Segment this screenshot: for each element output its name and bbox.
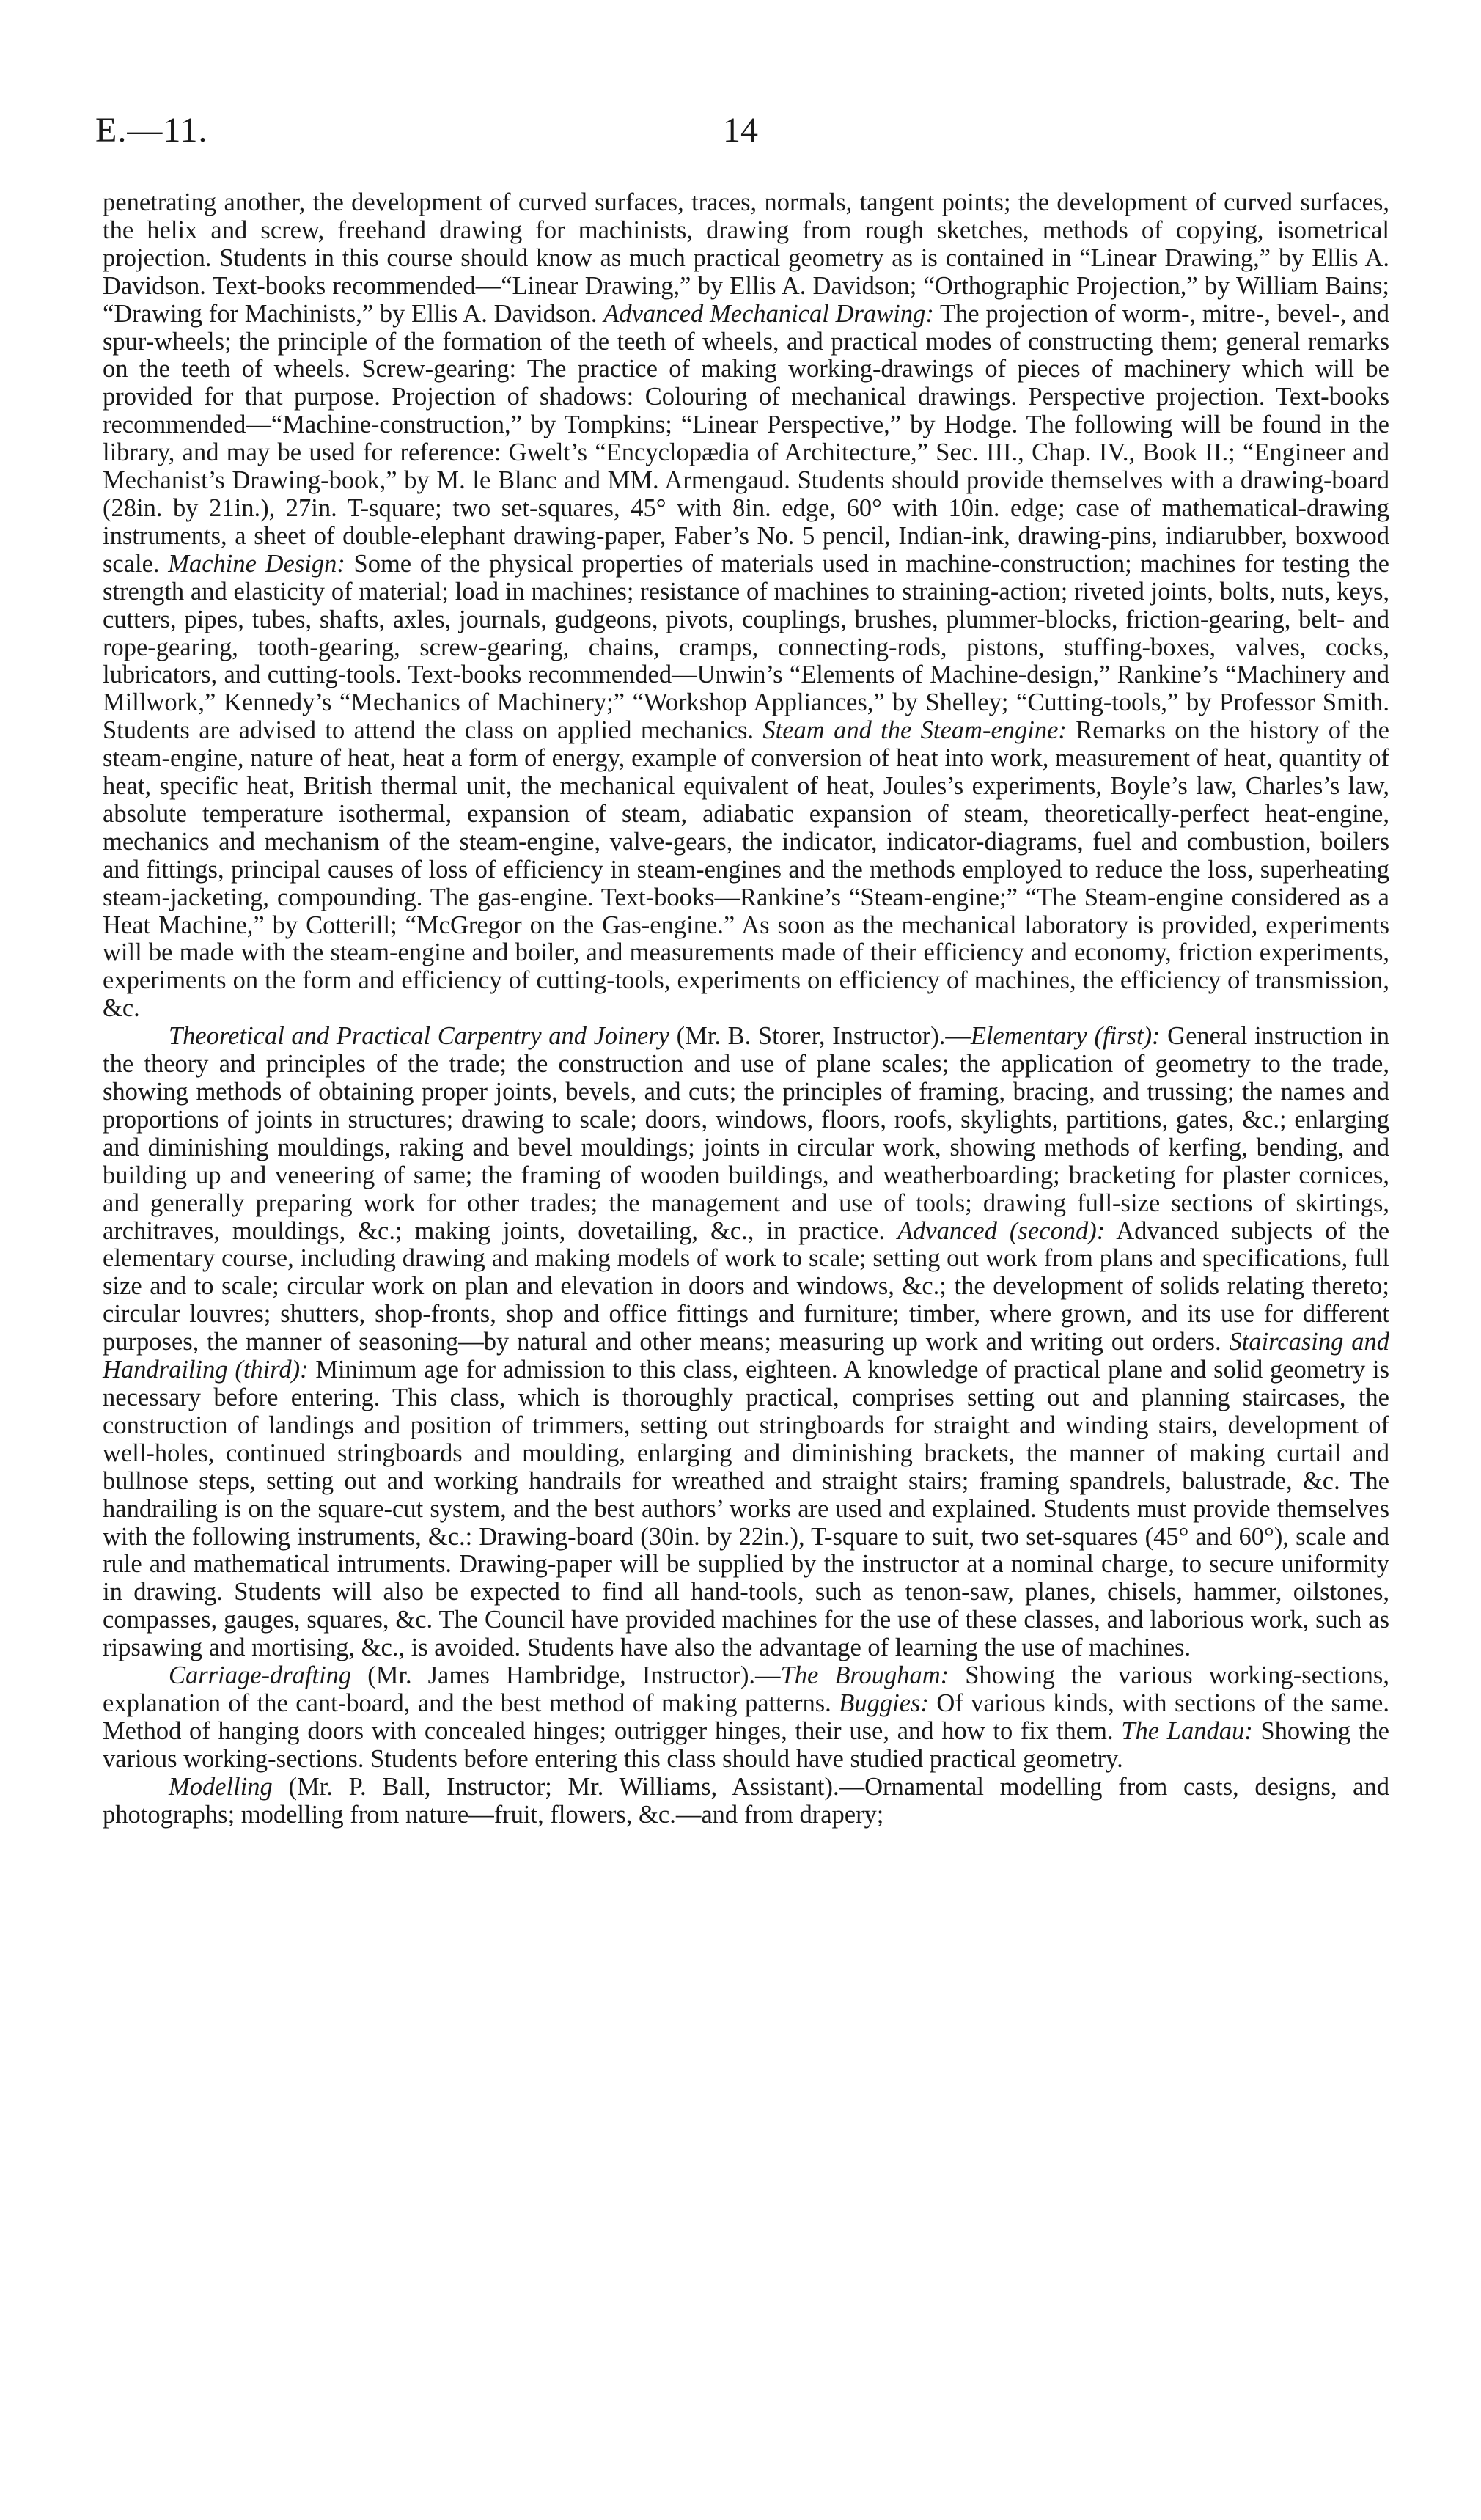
paragraph-modelling [103, 1774, 1389, 1829]
text-run: (Mr. B. Storer, Instructor).— [669, 1022, 971, 1051]
text-run: Showing the various working-sections, explanation of the cant-board, and the best method of making patterns. [103, 1661, 1389, 1717]
text-run: Some of the physical properties of materials used in machine-construction; machines for testing the strength and elasticity of material; load in machines; resistance of machines to straining-action; riveted joints, bolts, nuts, keys, cutters, pipes, tubes, shafts, axles, journals, gudgeons, pivots, couplings, brushes, plummer-blocks, friction-gearing, belt- and rope-gearing, tooth-gearing, screw-gearing, chains, cramps, connecting-rods, pistons, stuffing-boxes, valves, cocks, lubricators, and cutting-tools. Text-books recommended—Unwin’s “Elements of Machine-design,” Rankine’s “Machinery and Millwork,” Kennedy’s “Mechanics of Machinery;” “Workshop Appliances,” by Shelley; “Cutting-tools,” by Professor Smith. Students are advised to attend the class on applied mechanics. [103, 549, 1389, 745]
section-heading-staircasing: Staircasing and Handrailing (third): [103, 1328, 1390, 1384]
text-run: Remarks on the history of the steam-engine, nature of heat, heat a form of energy, example of conversion of heat into work, measurement of heat, quantity of heat, specific heat, British thermal unit, the mechanical equivalent of heat, Joules’s experiments, Boyle’s law, Charles’s law, absolute temperature isothermal, expansion of steam, adiabatic expansion of steam, theoretically-perfect heat-engine, mechanics and mechanism of the steam-engine, valve-gears, the indicator, indicator-diagrams, fuel and combustion, boilers and fittings, principal causes of loss of efficiency in steam-engines and the methods employed to reduce the loss, superheating steam-jacketing, compounding. The gas-engine. Text-books—Rankine’s “Steam-engine;” “The Steam-engine considered as a Heat Machine,” by Cotterill; “McGregor on the Gas-engine.” As soon as the mechanical laboratory is provided, experiments will be made with the steam-engine and boiler, and measurements made of their efficiency and economy, friction experiments, experiments on the form and efficiency of cutting-tools, experiments on efficiency of machines, the efficiency of transmission, &c. [103, 716, 1389, 1023]
page-header [95, 110, 1386, 161]
text-run: General instruction in the theory and principles of the trade; the construction and use of plane scales; the application of geometry to the trade, showing methods of obtaining proper joints, bevels, and cuts; the principles of framing, bracing, and trussing; the names and proportions of joints in structures; drawing to scale; doors, windows, floors, roofs, skylights, partitions, gates, &c.; enlarging and diminishing mouldings, raking and bevel mouldings; joints in circular work, showing methods of kerfing, bending, and building up and veneering of same; the framing of wooden buildings, and weatherboarding; bracketing for plaster cornices, and generally preparing work for other trades; the management and use of tools; drawing full-size sections of skirtings, architraves, mouldings, &c.; making joints, dovetailing, &c., in practice. [103, 1022, 1389, 1245]
section-heading-buggies: Buggies: [839, 1689, 929, 1717]
paragraph-carpentry-joinery [103, 1023, 1389, 1662]
report-reference: E.—11. [95, 111, 208, 150]
section-heading-brougham: The Brougham: [780, 1661, 949, 1690]
section-heading-carriage-drafting: Carriage-drafting [169, 1661, 352, 1690]
text-run: Of various kinds, with sections of the same. Method of hanging doors with concealed hinges; outrigger hinges, their use, and how to fix them. [103, 1689, 1389, 1745]
text-run: Advanced subjects of the elementary course, including drawing and making models of work to scale; setting out work from plans and specifications, full size and to scale; circular work on plan and elevation in doors and windows, &c.; the development of solids relating thereto; circular louvres; shutters, shop-fronts, shop and office fittings and furniture; timber, where grown, and its use for different purposes, the manner of seasoning—by natural and other means; measuring up work and writing out orders. [103, 1216, 1390, 1356]
section-heading-modelling: Modelling [169, 1772, 273, 1801]
section-heading-elementary: Elementary (first): [970, 1022, 1161, 1051]
text-run: (Mr. P. Ball, Instructor; Mr. Williams, Assistant).—Ornamental modelling from casts, designs, and photographs; modelling from nature—fruit, flowers, &c.—and from drapery; [103, 1772, 1389, 1829]
text-run: Showing the various working-sections. Students before entering this class should have studied practical geometry. [103, 1716, 1389, 1773]
section-heading-steam-engine: Steam and the Steam-engine: [762, 716, 1067, 745]
section-heading-machine-design: Machine Design: [168, 549, 345, 578]
text-run: Minimum age for admission to this class, eighteen. A knowledge of practical plane and solid geometry is necessary before entering. This class, which is thoroughly practical, comprises setting out and planning staircases, the construction of landings and position of trimmers, setting out stringboards for straight and winding stairs, development of well-holes, continued stringboards and moulding, enlarging and diminishing brackets, the manner of making curtail and bullnose steps, setting out and working handrails for wreathed and straight stairs; framing spandrels, balustrade, &c. The handrailing is on the square-cut system, and the best authors’ works are used and explained. Students must provide themselves with the following instruments, &c.: Drawing-board (30in. by 22in.), T-square to suit, two set-squares (45° and 60°), scale and rule and mathematical intruments. Drawing-paper will be supplied by the instructor at a nominal charge, to secure uniformity in drawing. Students will also be expected to find all hand-tools, such as tenon-saw, planes, chisels, hammer, oilstones, compasses, gauges, squares, &c. The Council have provided machines for the use of these classes, and laborious work, such as ripsawing and mortising, &c., is avoided. Students have also the advantage of learning the use of machines. [103, 1356, 1389, 1662]
body-text [103, 189, 1389, 1829]
section-heading-landau: The Landau: [1121, 1716, 1253, 1745]
page-number: 14 [723, 111, 758, 150]
paragraph-mechanical-drawing [103, 189, 1389, 1023]
text-run: (Mr. James Hambridge, Instructor).— [351, 1661, 781, 1690]
paragraph-carriage-drafting [103, 1662, 1389, 1774]
section-heading-advanced: Advanced (second): [897, 1216, 1106, 1245]
text-run: The projection of worm-, mitre-, bevel-, and spur-wheels; the principle of the formation of the teeth of wheels, and practical modes of constructing them; general remarks on the teeth of wheels. Screw-gearing: The practice of making working-drawings of pieces of machinery which will be provided for that purpose. Projection of shadows: Colouring of mechanical drawings. Perspective projection. Text-books recommended—“Machine-construction,” by Tompkins; “Linear Perspective,” by Hodge. The following will be found in the library, and may be used for reference: Gwelt’s “Encyclopædia of Architecture,” Sec. III., Chap. IV., Book II.; “Engineer and Mechanist’s Drawing-book,” by M. le Blanc and MM. Armengaud. Students should provide themselves with a drawing-board (28in. by 21in.), 27in. T-square; two set-squares, 45° with 8in. edge, 60° with 10in. edge; case of mathematical-drawing instruments, a sheet of double-elephant drawing-paper, Faber’s No. 5 pencil, Indian-ink, drawing-pins, indiarubber, boxwood scale. [103, 299, 1389, 578]
section-heading-carpentry-joinery: Theoretical and Practical Carpentry and Joinery [169, 1022, 670, 1051]
section-heading-advanced-mechanical-drawing: Advanced Mechanical Drawing: [603, 299, 934, 328]
text-run: penetrating another, the development of curved surfaces, traces, normals, tangent points; the development of curved surfaces, the helix and screw, freehand drawing for machinists, drawing from rough sketches, methods of copying, isometrical projection. Students in this course should know as much practical geometry as is contained in “Linear Drawing,” by Ellis A. Davidson. Text-books recommended—“Linear Drawing,” by Ellis A. Davidson; “Orthographic Projection,” by William Bains; “Drawing for Machinists,” by Ellis A. Davidson. [103, 188, 1389, 328]
